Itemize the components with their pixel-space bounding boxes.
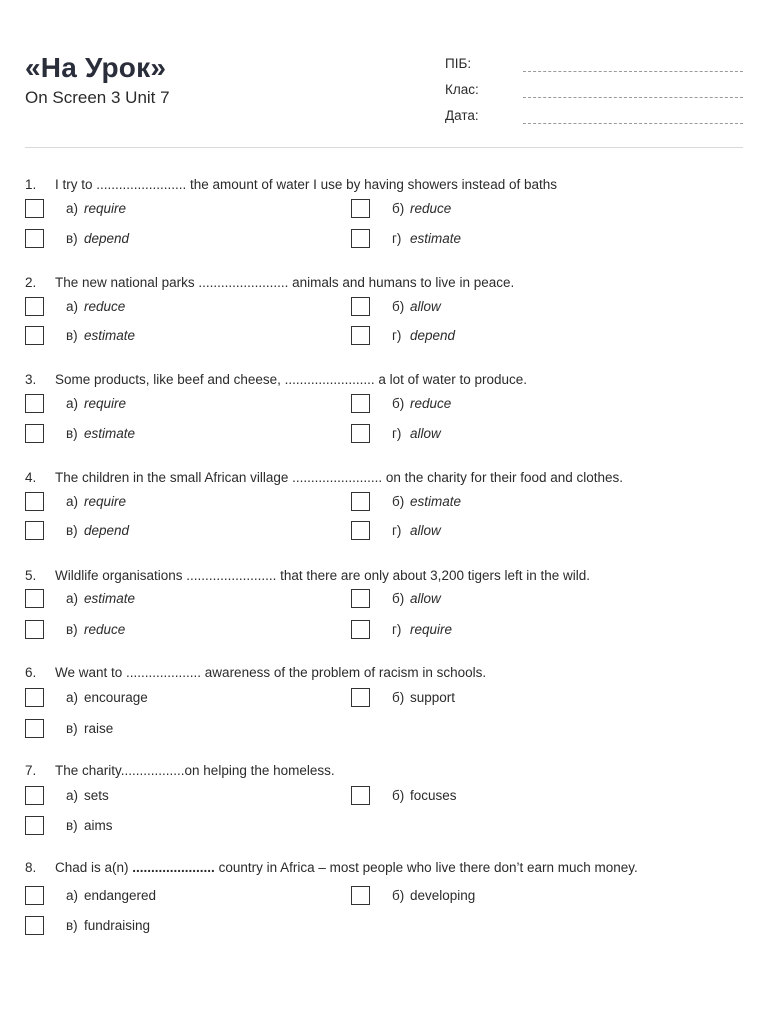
option-text: allow: [410, 523, 441, 538]
option-letter: а): [66, 299, 79, 314]
question-number: 8.: [25, 860, 37, 875]
option-text: sets: [84, 788, 109, 803]
checkbox[interactable]: [351, 199, 370, 218]
option-text: reduce: [84, 299, 126, 314]
checkbox[interactable]: [351, 297, 370, 316]
option-text: endangered: [84, 888, 157, 903]
option-text: focuses: [410, 788, 457, 803]
class-line[interactable]: [523, 97, 743, 98]
option-text: fundraising: [84, 918, 151, 933]
option-text: estimate: [410, 494, 462, 509]
question-text-before: Chad is a(n): [55, 860, 133, 875]
option-text: depend: [84, 523, 130, 538]
checkbox[interactable]: [351, 492, 370, 511]
option-text: require: [84, 396, 127, 411]
option-text: developing: [410, 888, 476, 903]
class-field[interactable]: [445, 82, 743, 102]
checkbox[interactable]: [25, 326, 44, 345]
option-text: allow: [410, 591, 441, 606]
option-letter: б): [392, 299, 405, 314]
option-letter: а): [66, 591, 79, 606]
option-letter: б): [392, 494, 405, 509]
question-text: We want to .................... awareness of the problem of racism in schools.: [55, 665, 487, 680]
answer-blank: ......................: [132, 860, 215, 875]
option-letter: г): [392, 523, 402, 538]
checkbox[interactable]: [25, 786, 44, 805]
option-letter: в): [66, 622, 78, 637]
option-text: aims: [84, 818, 113, 833]
brand-title: «На Урок»: [25, 52, 167, 83]
option-letter: б): [392, 788, 405, 803]
date-line[interactable]: [523, 123, 743, 124]
checkbox[interactable]: [351, 786, 370, 805]
checkbox[interactable]: [25, 916, 44, 935]
checkbox[interactable]: [25, 521, 44, 540]
worksheet-header: [0, 0, 768, 150]
class-label: Клас:: [445, 82, 479, 97]
option-text: estimate: [84, 328, 136, 343]
option-text: support: [410, 690, 456, 705]
option-letter: а): [66, 201, 79, 216]
option-text: raise: [84, 721, 114, 736]
option-text: estimate: [84, 426, 136, 441]
option-letter: б): [392, 591, 405, 606]
question-number: 4.: [25, 470, 37, 485]
question-text: [55, 860, 638, 875]
question-number: 3.: [25, 372, 37, 387]
question-number: 5.: [25, 568, 37, 583]
checkbox[interactable]: [25, 229, 44, 248]
checkbox[interactable]: [351, 688, 370, 707]
question-text-after: country in Africa – most people who live there don’t earn much money.: [214, 860, 638, 875]
question-number: 1.: [25, 177, 37, 192]
checkbox[interactable]: [25, 424, 44, 443]
checkbox[interactable]: [25, 688, 44, 707]
checkbox[interactable]: [351, 394, 370, 413]
checkbox[interactable]: [351, 620, 370, 639]
checkbox[interactable]: [25, 816, 44, 835]
option-text: require: [410, 622, 453, 637]
question-number: 6.: [25, 665, 37, 680]
option-letter: в): [66, 818, 78, 833]
option-text: encourage: [84, 690, 148, 705]
option-letter: б): [392, 690, 405, 705]
option-text: require: [84, 494, 127, 509]
option-letter: а): [66, 494, 79, 509]
question-text: The children in the small African village ........................ on the charity for their food and clothes.: [55, 470, 624, 485]
option-letter: в): [66, 523, 78, 538]
question-number: 7.: [25, 763, 37, 778]
option-letter: б): [392, 888, 405, 903]
name-label: ПІБ:: [445, 56, 472, 71]
option-text: allow: [410, 426, 441, 441]
option-text: allow: [410, 299, 441, 314]
checkbox[interactable]: [351, 229, 370, 248]
option-letter: а): [66, 888, 79, 903]
option-letter: б): [392, 396, 405, 411]
option-text: reduce: [84, 622, 126, 637]
checkbox[interactable]: [25, 886, 44, 905]
question-text: Wildlife organisations ........................ that there are only about 3,200 tigers left in the wild.: [55, 568, 591, 583]
question-text: Some products, like beef and cheese, ........................ a lot of water to produce.: [55, 372, 527, 387]
option-text: reduce: [410, 396, 452, 411]
worksheet-subtitle: On Screen 3 Unit 7: [25, 88, 170, 107]
question-text: The charity.................on helping the homeless.: [55, 763, 335, 778]
checkbox[interactable]: [25, 719, 44, 738]
question-number: 2.: [25, 275, 37, 290]
checkbox[interactable]: [351, 521, 370, 540]
option-letter: б): [392, 201, 405, 216]
option-text: depend: [410, 328, 456, 343]
option-letter: в): [66, 721, 78, 736]
option-letter: г): [392, 622, 402, 637]
checkbox[interactable]: [25, 394, 44, 413]
checkbox[interactable]: [25, 492, 44, 511]
option-letter: в): [66, 328, 78, 343]
option-letter: а): [66, 396, 79, 411]
option-letter: г): [392, 328, 402, 343]
checkbox[interactable]: [351, 326, 370, 345]
header-divider: [25, 147, 743, 148]
name-line[interactable]: [523, 71, 743, 72]
option-text: depend: [84, 231, 130, 246]
option-letter: а): [66, 690, 79, 705]
option-letter: г): [392, 426, 402, 441]
checkbox[interactable]: [351, 424, 370, 443]
name-field[interactable]: [445, 56, 743, 76]
option-letter: г): [392, 231, 402, 246]
question-text: The new national parks ........................ animals and humans to live in peace.: [55, 275, 515, 290]
checkbox[interactable]: [25, 589, 44, 608]
checkbox[interactable]: [25, 297, 44, 316]
option-text: require: [84, 201, 127, 216]
option-text: reduce: [410, 201, 452, 216]
checkbox[interactable]: [351, 886, 370, 905]
option-text: estimate: [84, 591, 136, 606]
date-field[interactable]: [445, 108, 743, 128]
checkbox[interactable]: [351, 589, 370, 608]
checkbox[interactable]: [25, 199, 44, 218]
checkbox[interactable]: [25, 620, 44, 639]
option-letter: а): [66, 788, 79, 803]
option-letter: в): [66, 918, 78, 933]
option-letter: в): [66, 426, 78, 441]
date-label: Дата:: [445, 108, 479, 123]
option-text: estimate: [410, 231, 462, 246]
option-letter: в): [66, 231, 78, 246]
question-text: I try to ........................ the amount of water I use by having showers instead of baths: [55, 177, 557, 192]
